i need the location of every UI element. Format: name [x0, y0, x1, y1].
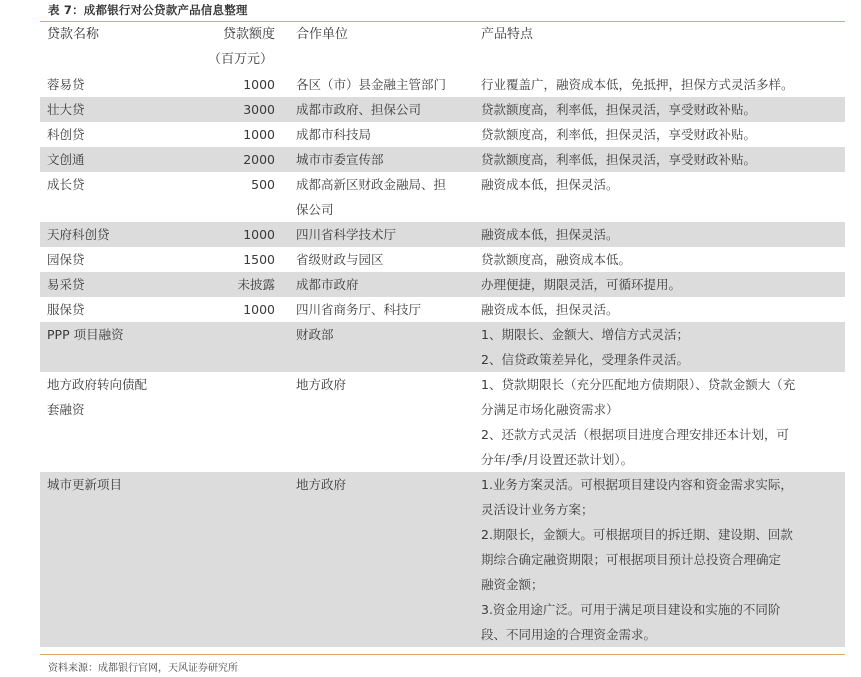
- cell-loan-name: PPP 项目融资: [40, 322, 176, 372]
- cell-amount: 1000: [243, 302, 275, 317]
- header-feature: 产品特点: [481, 27, 534, 42]
- cell-loan-name: 文创通: [40, 147, 176, 172]
- table-row: [40, 322, 845, 372]
- cell-amount: 1500: [243, 252, 275, 267]
- table-row: [40, 372, 845, 472]
- table-row: [40, 297, 845, 322]
- table-row: [40, 272, 845, 297]
- cell-feature: 融资成本低，担保灵活。: [481, 302, 619, 317]
- cell-amount: 500: [251, 177, 275, 192]
- cell-feature: 贷款额度高，利率低，担保灵活，享受财政补贴。: [481, 127, 757, 142]
- cell-feature: 办理便捷，期限灵活，可循环提用。: [474, 272, 845, 297]
- cell-loan-name: 科创贷: [47, 127, 85, 142]
- cell-loan-name: 成长贷: [47, 177, 85, 192]
- cell-partner: 四川省商务厅、科技厅: [296, 302, 422, 317]
- header-name: 贷款名称: [47, 27, 100, 42]
- table-row: [40, 147, 845, 172]
- table-row: [40, 247, 845, 272]
- cell-amount: 3000: [176, 97, 289, 122]
- cell-feature: 1.业务方案灵活。可根据项目建设内容和资金需求实际， 灵活设计业务方案； 2.期限长，金额大。可根据项目的拆迁期、建设期、回款 期综合确定融资期限；可根据项目预计总投资合理确定 融资金额； 3.资金用途广泛。可用于满足项目建设和实施的不同阶 段、不同用途的合理资金需求。: [474, 472, 845, 647]
- bottom-rule: [40, 654, 845, 655]
- cell-partner: 成都市政府: [289, 272, 474, 297]
- cell-feature: 贷款额度高，利率低，担保灵活，享受财政补贴。: [474, 97, 845, 122]
- cell-partner: 省级财政与园区: [296, 252, 384, 267]
- table-row: [40, 472, 845, 647]
- cell-feature: 融资成本低，担保灵活。: [474, 222, 845, 247]
- table-row: [40, 72, 845, 97]
- cell-feature: 贷款额度高，利率低，担保灵活，享受财政补贴。: [474, 147, 845, 172]
- table-row: [40, 97, 845, 122]
- cell-feature: 行业覆盖广，融资成本低，免抵押，担保方式灵活多样。: [481, 77, 794, 92]
- cell-loan-name: 地方政府转向债配 套融资: [47, 377, 148, 417]
- cell-loan-name: 壮大贷: [40, 97, 176, 122]
- cell-partner: 城市市委宣传部: [289, 147, 474, 172]
- cell-partner: 地方政府: [296, 377, 347, 392]
- cell-partner: 成都市科技局: [296, 127, 372, 142]
- source-note: 资料来源：成都银行官网，天风证券研究所: [48, 663, 238, 674]
- cell-amount: 1000: [243, 127, 275, 142]
- cell-partner: 四川省科学技术厅: [289, 222, 474, 247]
- cell-amount: 2000: [176, 147, 289, 172]
- cell-feature: 融资成本低，担保灵活。: [481, 177, 619, 192]
- cell-partner: 成都高新区财政金融局、担 保公司: [296, 177, 447, 217]
- cell-loan-name: 天府科创贷: [40, 222, 176, 247]
- table-header-row: [40, 22, 845, 72]
- cell-amount: 1000: [176, 222, 289, 247]
- cell-feature: 1、期限长、金额大、增信方式灵活； 2、信贷政策差异化，受理条件灵活。: [474, 322, 845, 372]
- cell-amount: [176, 372, 289, 472]
- cell-partner: 地方政府: [289, 472, 474, 647]
- cell-amount: [176, 322, 289, 372]
- cell-amount: [176, 472, 289, 647]
- table-title: 表 7：成都银行对公贷款产品信息整理: [48, 3, 248, 17]
- header-partner: 合作单位: [296, 27, 349, 42]
- cell-loan-name: 蓉易贷: [47, 77, 85, 92]
- cell-partner: 成都市政府、担保公司: [289, 97, 474, 122]
- cell-feature: 1、贷款期限长（充分匹配地方债期限）、贷款金额大（充 分满足市场化融资需求） 2、还款方式灵活（根据项目进度合理安排还本计划，可 分年/季/月设置还款计划）。: [481, 377, 796, 467]
- cell-loan-name: 园保贷: [47, 252, 85, 267]
- cell-loan-name: 易采贷: [40, 272, 176, 297]
- cell-loan-name: 服保贷: [47, 302, 85, 317]
- cell-amount: 1000: [243, 77, 275, 92]
- header-amount: 贷款额度 （百万元）: [176, 22, 289, 72]
- cell-loan-name: 城市更新项目: [40, 472, 176, 647]
- header-amount-unit: （百万元）: [207, 52, 273, 67]
- cell-partner: 各区（市）县金融主管部门: [296, 77, 447, 92]
- table-row: [40, 222, 845, 247]
- cell-partner: 财政部: [289, 322, 474, 372]
- table-row: [40, 122, 845, 147]
- loan-product-table: [40, 22, 845, 647]
- table-row: [40, 172, 845, 222]
- cell-amount: 未披露: [176, 272, 289, 297]
- cell-feature: 贷款额度高，融资成本低。: [481, 252, 632, 267]
